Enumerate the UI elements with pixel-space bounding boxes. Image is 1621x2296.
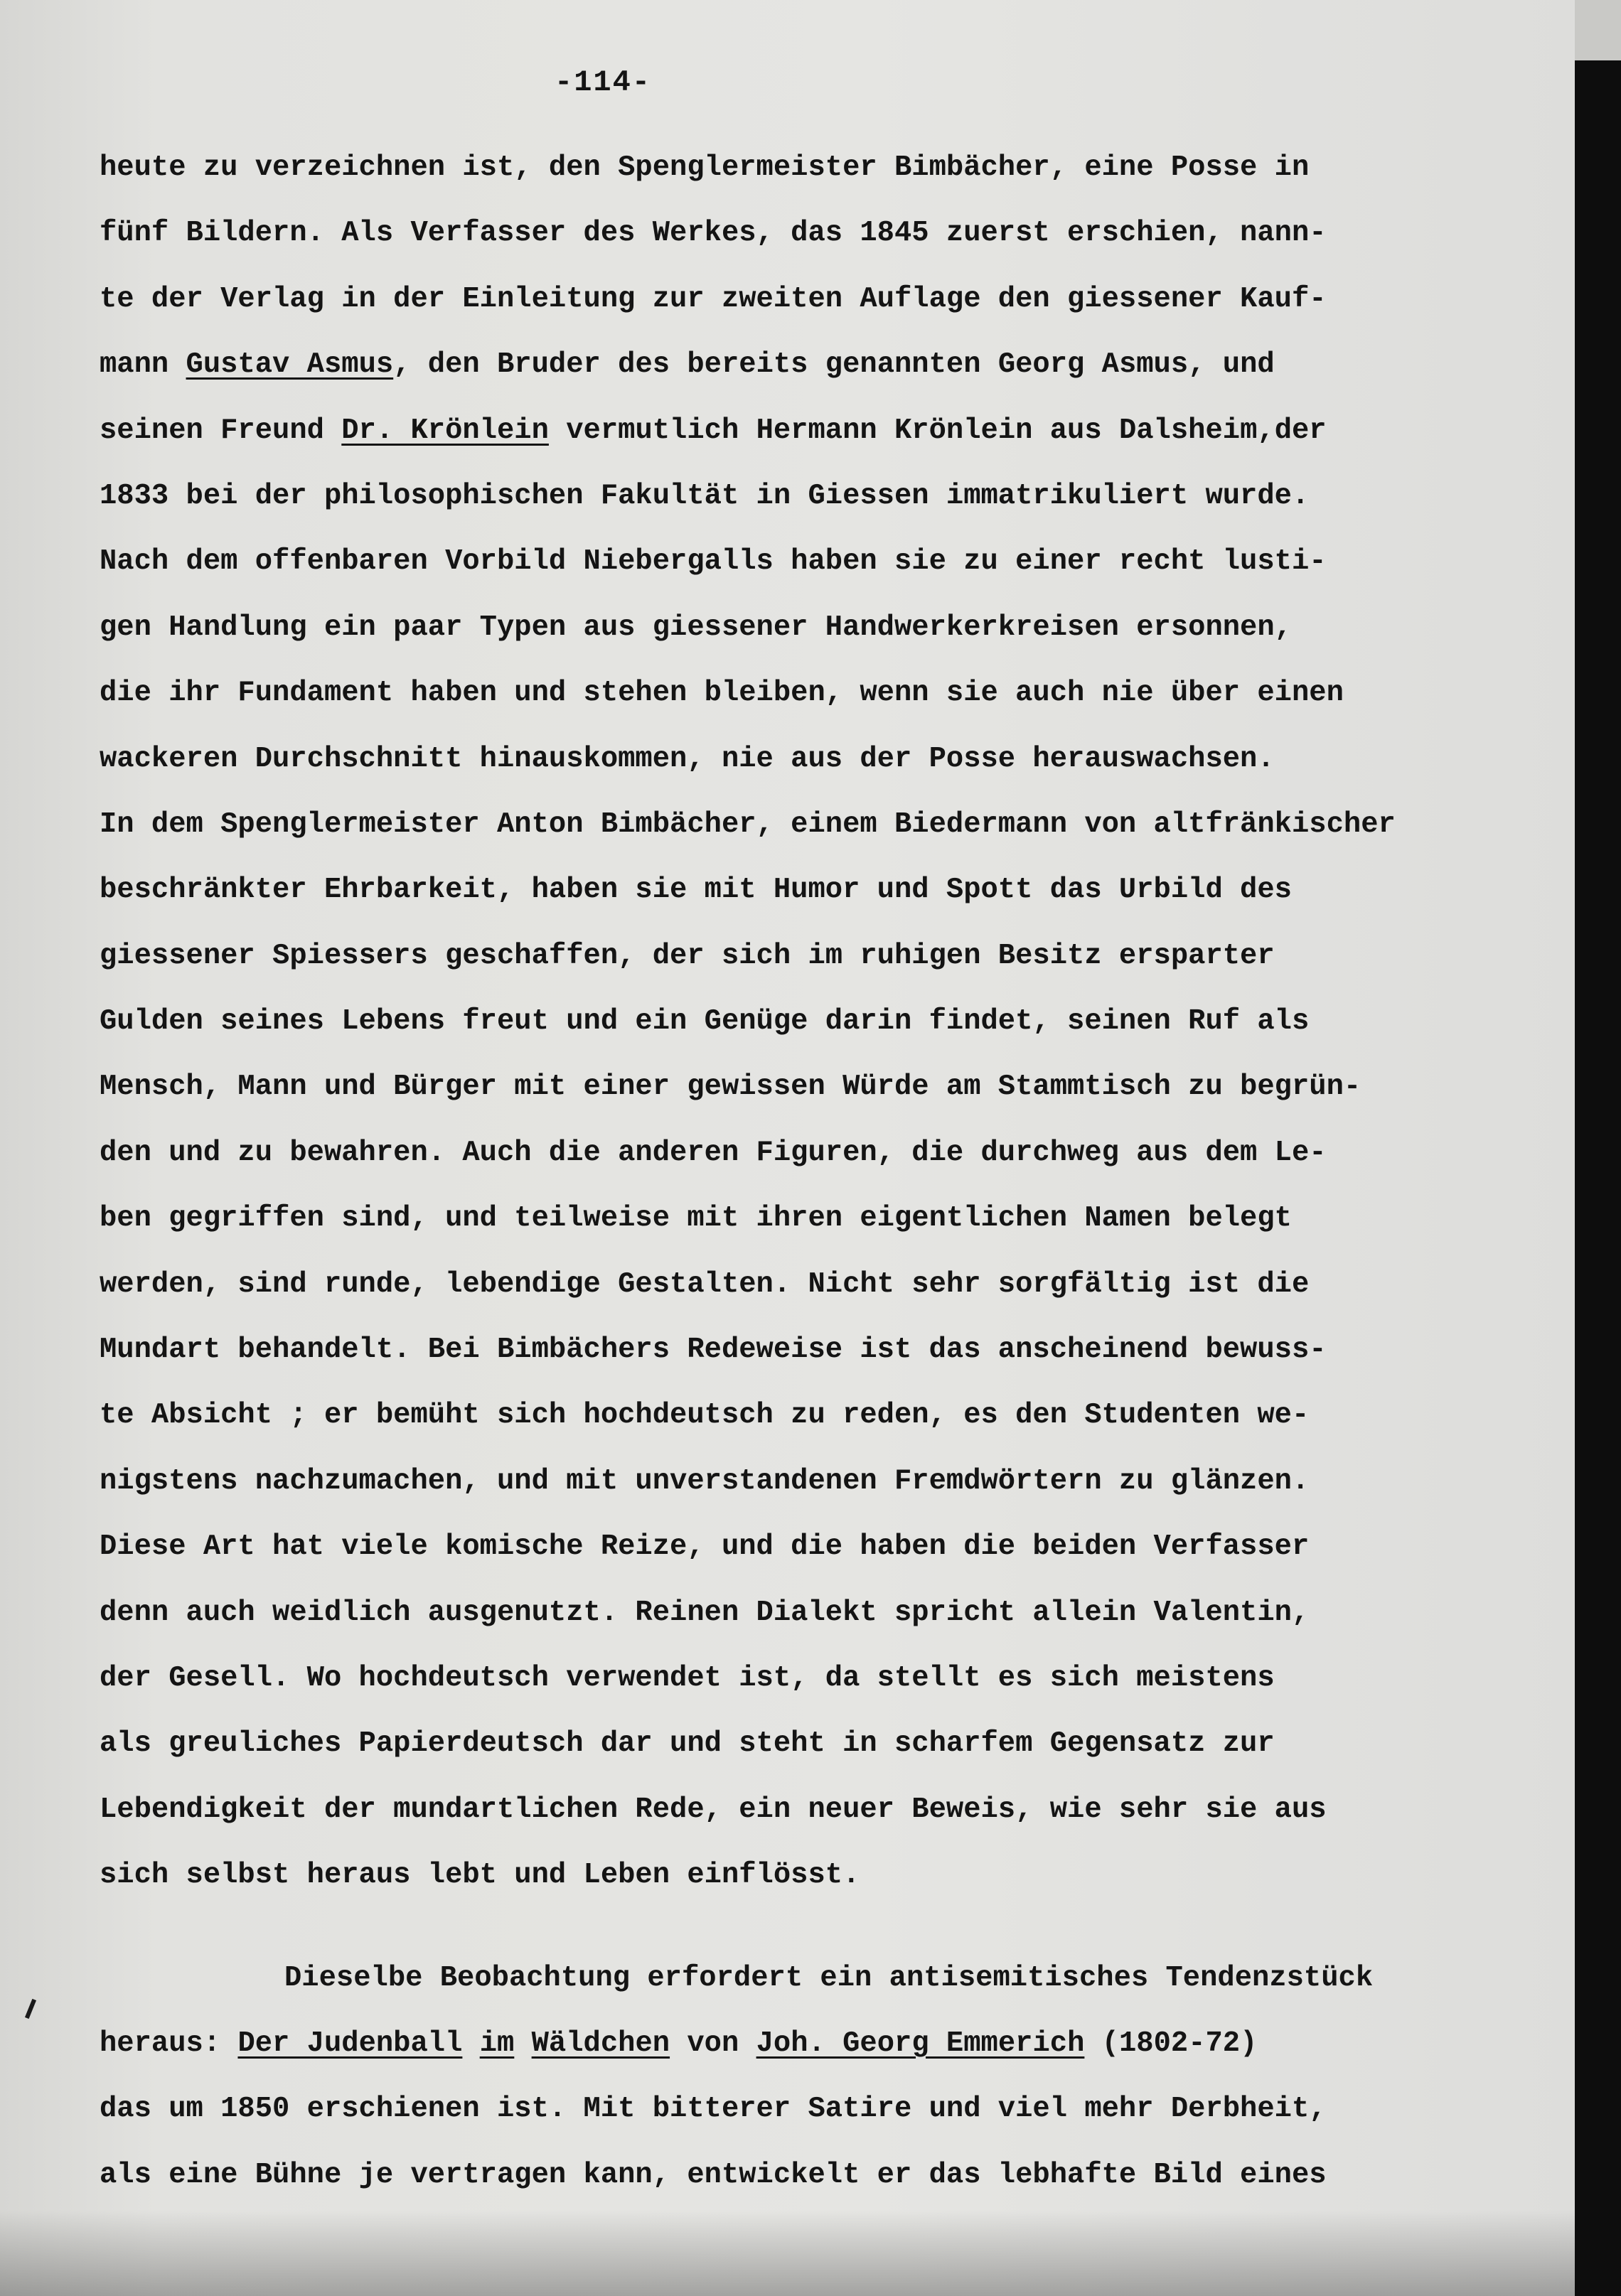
text-segment: mann [100,348,186,382]
text-line [100,2024,1564,2089]
underlined-name: Gustav Asmus [186,348,394,382]
text-line: den und zu bewahren. Auch die anderen Figuren, die durchweg aus dem Le- [100,1136,1327,1169]
text-line: te Absicht ; er bemüht sich hochdeutsch zu reden, es den Studenten we- [100,1399,1310,1432]
text-line: Mensch, Mann und Bürger mit einer gewissen Würde am Stammtisch zu begrün- [100,1071,1361,1104]
text-line: Mundart behandelt. Bei Bimbächers Redeweise ist das anscheinend bewuss- [100,1334,1327,1367]
text-segment [462,2027,479,2060]
text-line: fünf Bildern. Als Verfasser des Werkes, das 1845 zuerst erschien, nann- [100,217,1327,250]
text-segment [514,2027,531,2060]
text-segment: von [670,2027,756,2060]
text-line: giessener Spiessers geschaffen, der sich im ruhigen Besitz ersparter [100,939,1275,972]
ink-mark [25,1999,36,2019]
underlined-name: Dr. Krönlein [341,414,549,447]
underlined-title: Wäldchen [531,2027,670,2060]
text-line: denn auch weidlich ausgenutzt. Reinen Dialekt spricht allein Valentin, [100,1596,1310,1629]
text-line: heute zu verzeichnen ist, den Spenglermeister Bimbächer, eine Posse in [100,151,1310,184]
text-line: werden, sind runde, lebendige Gestalten. Nicht sehr sorgfältig ist die [100,1267,1310,1301]
text-line: te der Verlag in der Einleitung zur zweiten Auflage den giessener Kauf- [100,282,1327,316]
text-line: In dem Spenglermeister Anton Bimbächer, einem Biedermann von altfränkischer [100,808,1396,841]
text-segment: vermutlich Hermann Krönlein aus Dalsheim,der [548,414,1327,447]
page-bottom-shadow [0,2211,1575,2296]
text-line [100,411,1564,476]
page-number: -114- [555,65,652,100]
text-line: ben gegriffen sind, und teilweise mit ihren eigentlichen Namen belegt [100,1202,1292,1235]
text-line: nigstens nachzumachen, und mit unverstandenen Fremdwörtern zu glänzen. [100,1464,1310,1498]
text-line: Nach dem offenbaren Vorbild Niebergalls haben sie zu einer recht lusti- [100,545,1327,579]
text-line: gen Handlung ein paar Typen aus giessener Handwerkerkreisen ersonnen, [100,611,1292,644]
paragraph-start-line: Dieselbe Beobachtung erfordert ein antisemitisches Tendenzstück [284,1961,1374,1995]
text-segment: (1802-72) [1084,2027,1258,2060]
text-line: Gulden seines Lebens freut und ein Genüge darin findet, seinen Ruf als [100,1005,1310,1039]
text-line: beschränkter Ehrbarkeit, haben sie mit Humor und Spott das Urbild des [100,874,1292,907]
text-line: das um 1850 erschienen ist. Mit bitterer Satire und viel mehr Derbheit, [100,2093,1327,2126]
text-line: sich selbst heraus lebt und Leben einflösst. [100,1859,860,1892]
text-segment: , den Bruder des bereits genannten Georg Asmus, und [393,348,1275,382]
text-line: der Gesell. Wo hochdeutsch verwendet ist, da stellt es sich meistens [100,1661,1275,1695]
underlined-title: im [479,2027,515,2060]
scan-border-dark-edge [1575,60,1621,2296]
text-line: 1833 bei der philosophischen Fakultät in Giessen immatrikuliert wurde. [100,479,1310,513]
text-line: als greuliches Papierdeutsch dar und steht in scharfem Gegensatz zur [100,1727,1275,1761]
text-segment: heraus: [100,2027,238,2060]
text-line: als eine Bühne je vertragen kann, entwickelt er das lebhafte Bild eines [100,2158,1327,2192]
text-line: wackeren Durchschnitt hinauskommen, nie aus der Posse herauswachsen. [100,742,1275,776]
text-line: die ihr Fundament haben und stehen bleiben, wenn sie auch nie über einen [100,677,1344,710]
body-text [100,148,1564,2221]
text-line: Diese Art hat viele komische Reize, und die haben die beiden Verfasser [100,1530,1310,1564]
text-line: Lebendigkeit der mundartlichen Rede, ein neuer Beweis, wie sehr sie aus [100,1793,1327,1826]
scan-border-top-right [1575,0,1621,60]
text-segment: seinen Freund [100,414,342,447]
text-line [100,345,1564,410]
underlined-title: Der Judenball [237,2027,463,2060]
underlined-author: Joh. Georg Emmerich [756,2027,1085,2060]
